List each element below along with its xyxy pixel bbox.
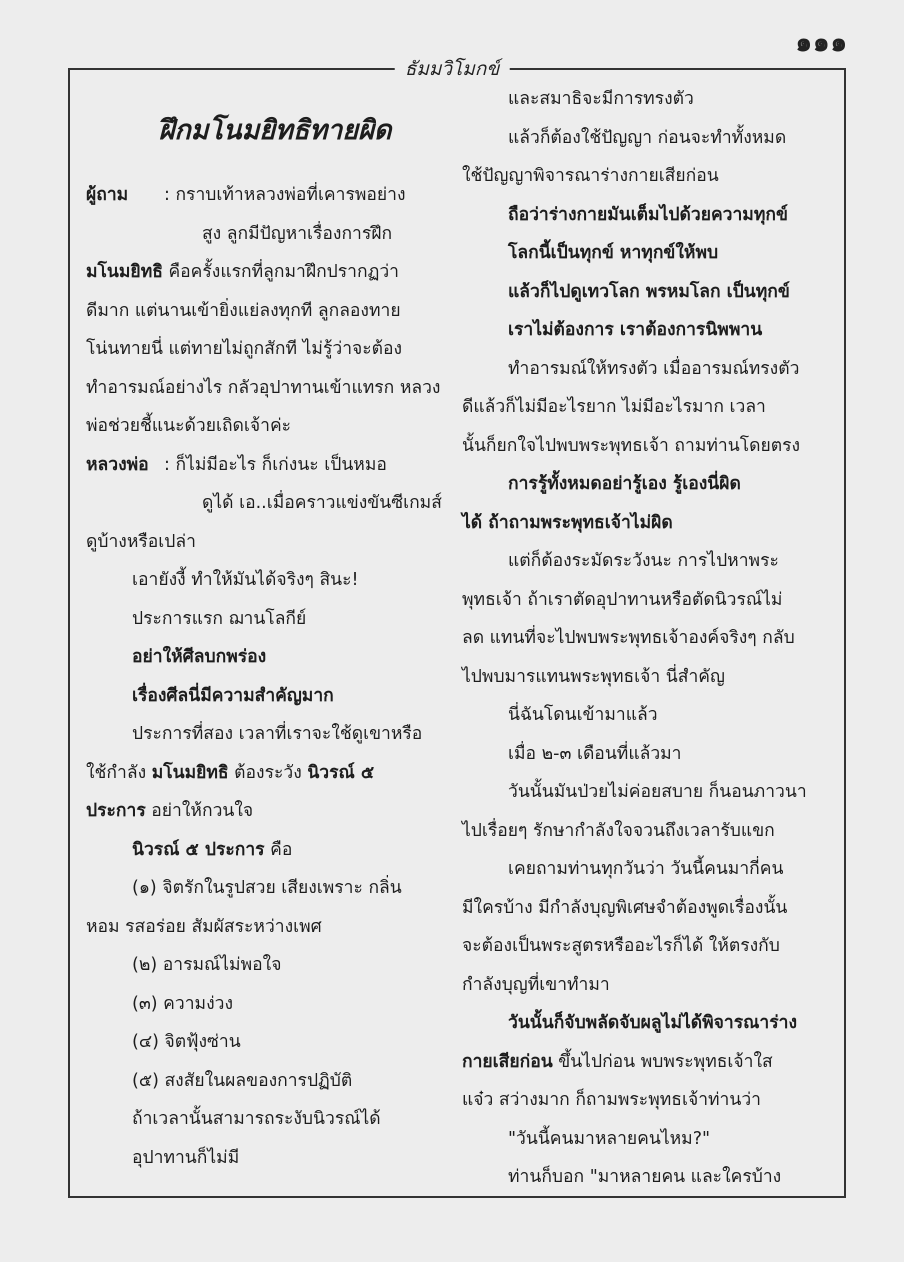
text-line [462, 696, 826, 735]
body-text: ไปพบมารแทนพระพุทธเจ้า นี่สำคัญ [462, 666, 725, 687]
text-line [86, 446, 444, 485]
body-text: ขึ้นไปก่อน พบพระพุทธเจ้าใส [552, 1051, 773, 1072]
text-line [86, 253, 444, 292]
right-column [462, 80, 826, 1197]
bold-text: ถือว่าร่างกายมันเต็มไปด้วยความทุกข์ [508, 204, 788, 225]
text-line [86, 292, 444, 331]
body-text: ประการที่สอง เวลาที่เราจะใช้ดูเขาหรือ [132, 724, 423, 744]
page-number: ๑๑๑ [795, 28, 848, 58]
text-line [86, 677, 444, 716]
bold-text: อย่าให้ศีลบกพร่อง [132, 647, 267, 667]
bold-text: ได้ ถ้าถามพระพุทธเจ้าไม่ผิด [462, 512, 673, 533]
bold-text: กายเสียก่อน [462, 1051, 553, 1072]
text-line [86, 1062, 444, 1101]
text-line [462, 1043, 826, 1082]
text-line [462, 966, 826, 1005]
body-text: สูง ลูกมีปัญหาเรื่องการฝึก [202, 223, 393, 244]
speaker-label: ผู้ถาม [86, 185, 129, 205]
article-title: ฝึกมโนมยิทธิทายผิด [158, 115, 392, 146]
text-line [462, 80, 826, 119]
body-text: แล้วก็ต้องใช้ปัญญา ก่อนจะทำทั้งหมด [508, 127, 787, 148]
bold-text: มโนมยิทธิ [151, 762, 229, 783]
body-text: คือครั้งแรกที่ลูกมาฝึกปรากฏว่า [162, 262, 400, 282]
body-text: หอม รสอร่อย สัมผัสระหว่างเพศ [86, 916, 322, 937]
text-line [86, 1100, 444, 1139]
body-text: ถ้าเวลานั้นสามารถระงับนิวรณ์ได้ [132, 1109, 381, 1129]
text-line [462, 350, 826, 389]
body-text: อุปาทานก็ไม่มี [132, 1147, 240, 1168]
bold-text: เรื่องศีลนี่มีความสำคัญมาก [132, 685, 334, 706]
body-text: ดูบ้างหรือเปล่า [86, 531, 196, 552]
text-line [462, 234, 826, 273]
text-line [462, 119, 826, 158]
text-line [86, 946, 444, 985]
text-line [86, 754, 444, 793]
body-text: นั้นก็ยกใจไปพบพระพุทธเจ้า ถามท่านโดยตรง [462, 435, 801, 456]
text-line [86, 1139, 444, 1178]
text-line [462, 542, 826, 581]
text-line [86, 792, 444, 831]
body-text: ทำอารมณ์อย่างไร กลัวอุปาทานเข้าแทรก หลวง [86, 377, 441, 398]
body-text: ต้องระวัง [228, 762, 308, 783]
body-text: ใช้ปัญญาพิจารณาร่างกายเสียก่อน [462, 166, 719, 186]
bold-text: แล้วก็ไปดูเทวโลก พรหมโลก เป็นทุกข์ [508, 281, 790, 302]
body-text: แต่ก็ต้องระมัดระวังนะ การไปหาพระ [508, 551, 779, 571]
text-line [462, 927, 826, 966]
text-line [86, 215, 444, 254]
body-text: (๕) สงสัยในผลของการปฏิบัติ [132, 1070, 353, 1091]
body-text: "วันนี้คนมาหลายคนไหม?" [508, 1128, 711, 1149]
text-line [462, 427, 826, 466]
bold-text: นิวรณ์ ๕ [307, 762, 375, 783]
text-line [462, 658, 826, 697]
body-text: (๓) ความง่วง [132, 993, 233, 1014]
body-text: : กราบเท้าหลวงพ่อที่เคารพอย่าง [164, 185, 406, 205]
body-text: กำลังบุญที่เขาทำมา [462, 974, 610, 995]
text-line [462, 388, 826, 427]
bold-text: การรู้ทั้งหมดอย่ารู้เอง รู้เองนี่ผิด [508, 474, 741, 494]
text-line [462, 504, 826, 543]
text-line [86, 176, 444, 215]
text-line [86, 638, 444, 677]
body-text: ดีแล้วก็ไม่มีอะไรยาก ไม่มีอะไรมาก เวลา [462, 397, 766, 417]
body-text: พุทธเจ้า ถ้าเราตัดอุปาทานหรือตัดนิวรณ์ไม่ [462, 589, 783, 610]
text-line [462, 196, 826, 235]
text-line [462, 157, 826, 196]
text-line [86, 1023, 444, 1062]
body-text: โน่นทายนี่ แต่ทายไม่ถูกสักที ไม่รู้ว่าจะต้อง [86, 339, 403, 359]
text-line [462, 1004, 826, 1043]
text-line [462, 465, 826, 504]
body-text: วันนั้นมันป่วยไม่ค่อยสบาย ก็นอนภาวนา [508, 782, 807, 802]
text-line [462, 1120, 826, 1159]
text-line [462, 773, 826, 812]
text-line [462, 1081, 826, 1120]
text-line [462, 1158, 826, 1197]
body-text: พ่อช่วยชี้แนะด้วยเถิดเจ้าค่ะ [86, 416, 292, 436]
text-line [86, 561, 444, 600]
text-line [86, 869, 444, 908]
body-text: นี่ฉันโดนเข้ามาแล้ว [508, 705, 658, 725]
text-line [86, 484, 444, 523]
text-line [86, 985, 444, 1024]
body-text: ใช้กำลัง [86, 762, 152, 783]
body-text: จะต้องเป็นพระสูตรหรืออะไรก็ได้ ให้ตรงกับ [462, 936, 780, 956]
body-text: ไปเรื่อยๆ รักษากำลังใจจวนถึงเวลารับแขก [462, 820, 775, 841]
text-line [462, 581, 826, 620]
text-line [462, 273, 826, 312]
body-text: คือ [264, 839, 293, 860]
text-line [462, 735, 826, 774]
body-text: (๒) อารมณ์ไม่พอใจ [132, 955, 282, 975]
text-line [462, 850, 826, 889]
body-text: (๔) จิตฟุ้งซ่าน [132, 1032, 241, 1052]
body-text: เมื่อ ๒-๓ เดือนที่แล้วมา [508, 743, 682, 764]
text-line [86, 369, 444, 408]
body-text: ดูได้ เอ..เมื่อคราวแข่งขันซีเกมส์ [202, 493, 442, 513]
body-text: : ก็ไม่มีอะไร ก็เก่งนะ เป็นหมอ [164, 454, 387, 475]
text-line [462, 311, 826, 350]
text-line [86, 831, 444, 870]
body-text: และสมาธิจะมีการทรงตัว [508, 89, 694, 109]
body-text: เอายังงี้ ทำให้มันได้จริงๆ สินะ! [132, 570, 359, 590]
body-text: (๑) จิตรักในรูปสวย เสียงเพราะ กลิ่น [132, 878, 402, 898]
body-text: อย่าให้กวนใจ [145, 801, 254, 821]
text-line [86, 908, 444, 947]
text-line [86, 600, 444, 639]
bold-text: โลกนี้เป็นทุกข์ หาทุกข์ให้พบ [508, 243, 719, 263]
text-line [86, 407, 444, 446]
text-line [462, 619, 826, 658]
bold-text: เราไม่ต้องการ เราต้องการนิพพาน [508, 320, 763, 340]
text-line [86, 715, 444, 754]
body-text: ทำอารมณ์ให้ทรงตัว เมื่ออารมณ์ทรงตัว [508, 358, 800, 379]
body-text: ดีมาก แต่นานเข้ายิ่งแย่ลงทุกที ลูกลองทาย [86, 300, 401, 321]
body-text: ประการแรก ฌานโลกีย์ [132, 608, 307, 629]
body-text: เคยถามท่านทุกวันว่า วันนี้คนมากี่คน [508, 859, 784, 879]
body-text: มีใครบ้าง มีกำลังบุญพิเศษจำต้องพูดเรื่องนั้น [462, 897, 788, 918]
text-line [462, 889, 826, 928]
bold-text: ประการ [86, 801, 146, 821]
text-line [462, 812, 826, 851]
bold-text: มโนมยิทธิ [86, 262, 163, 282]
text-line [86, 330, 444, 369]
speaker-label: หลวงพ่อ [86, 454, 149, 475]
body-text: แจ๋ว สว่างมาก ก็ถามพระพุทธเจ้าท่านว่า [462, 1090, 762, 1110]
left-column [86, 80, 444, 1177]
body-text: ท่านก็บอก "มาหลายคน และใครบ้าง [508, 1167, 782, 1187]
bold-text: วันนั้นก็จับพลัดจับผลูไม่ได้พิจารณาร่าง [508, 1013, 797, 1033]
bold-text: นิวรณ์ ๕ ประการ [132, 839, 265, 860]
body-text: ลด แทนที่จะไปพบพระพุทธเจ้าองค์จริงๆ กลับ [462, 628, 795, 648]
running-header: ธัมมวิโมกข์ [395, 54, 510, 84]
text-line [86, 523, 444, 562]
